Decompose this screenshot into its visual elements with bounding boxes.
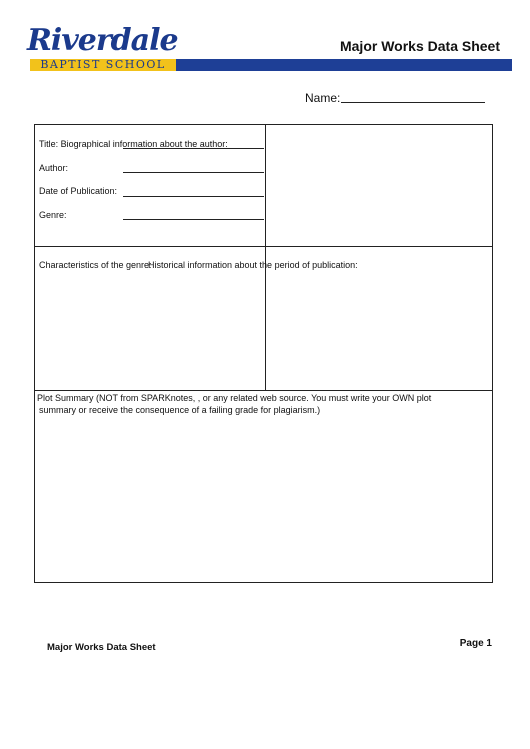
author-input-line[interactable] — [123, 172, 264, 173]
school-logo-subtitle: BAPTIST SCHOOL — [40, 58, 166, 71]
date-input-line[interactable] — [123, 196, 264, 197]
historical-information-label: Historical information about the period of publication: — [148, 260, 358, 270]
characteristics-of-genre-label: Characteristics of the genre: — [39, 260, 152, 270]
date-of-publication-label: Date of Publication: — [39, 186, 118, 196]
document-title: Major Works Data Sheet — [339, 38, 500, 54]
form-frame — [34, 124, 493, 583]
title-bio-label: Title: Biographical information about the author: — [39, 139, 228, 149]
divider-column — [265, 125, 266, 390]
plot-summary-instructions — [37, 392, 487, 416]
title-input-line[interactable] — [123, 148, 264, 149]
name-label: Name: — [305, 91, 341, 105]
footer-document-title: Major Works Data Sheet — [47, 642, 156, 653]
plot-summary-line-1: Plot Summary (NOT from SPARKnotes, , or any related web source. You must write your OWN plot — [37, 393, 432, 403]
divider-row2 — [35, 390, 493, 391]
name-input-line[interactable] — [341, 102, 485, 103]
author-label: Author: — [39, 163, 69, 173]
divider-row1 — [35, 246, 493, 247]
genre-input-line[interactable] — [123, 219, 264, 220]
school-logo-wordmark: Riverdale — [27, 23, 178, 58]
page-number: Page 1 — [459, 638, 492, 649]
plot-summary-line-2: summary or receive the consequence of a failing grade for plagiarism.) — [39, 405, 321, 415]
header-blue-rule — [176, 59, 512, 71]
genre-label: Genre: — [39, 210, 67, 220]
